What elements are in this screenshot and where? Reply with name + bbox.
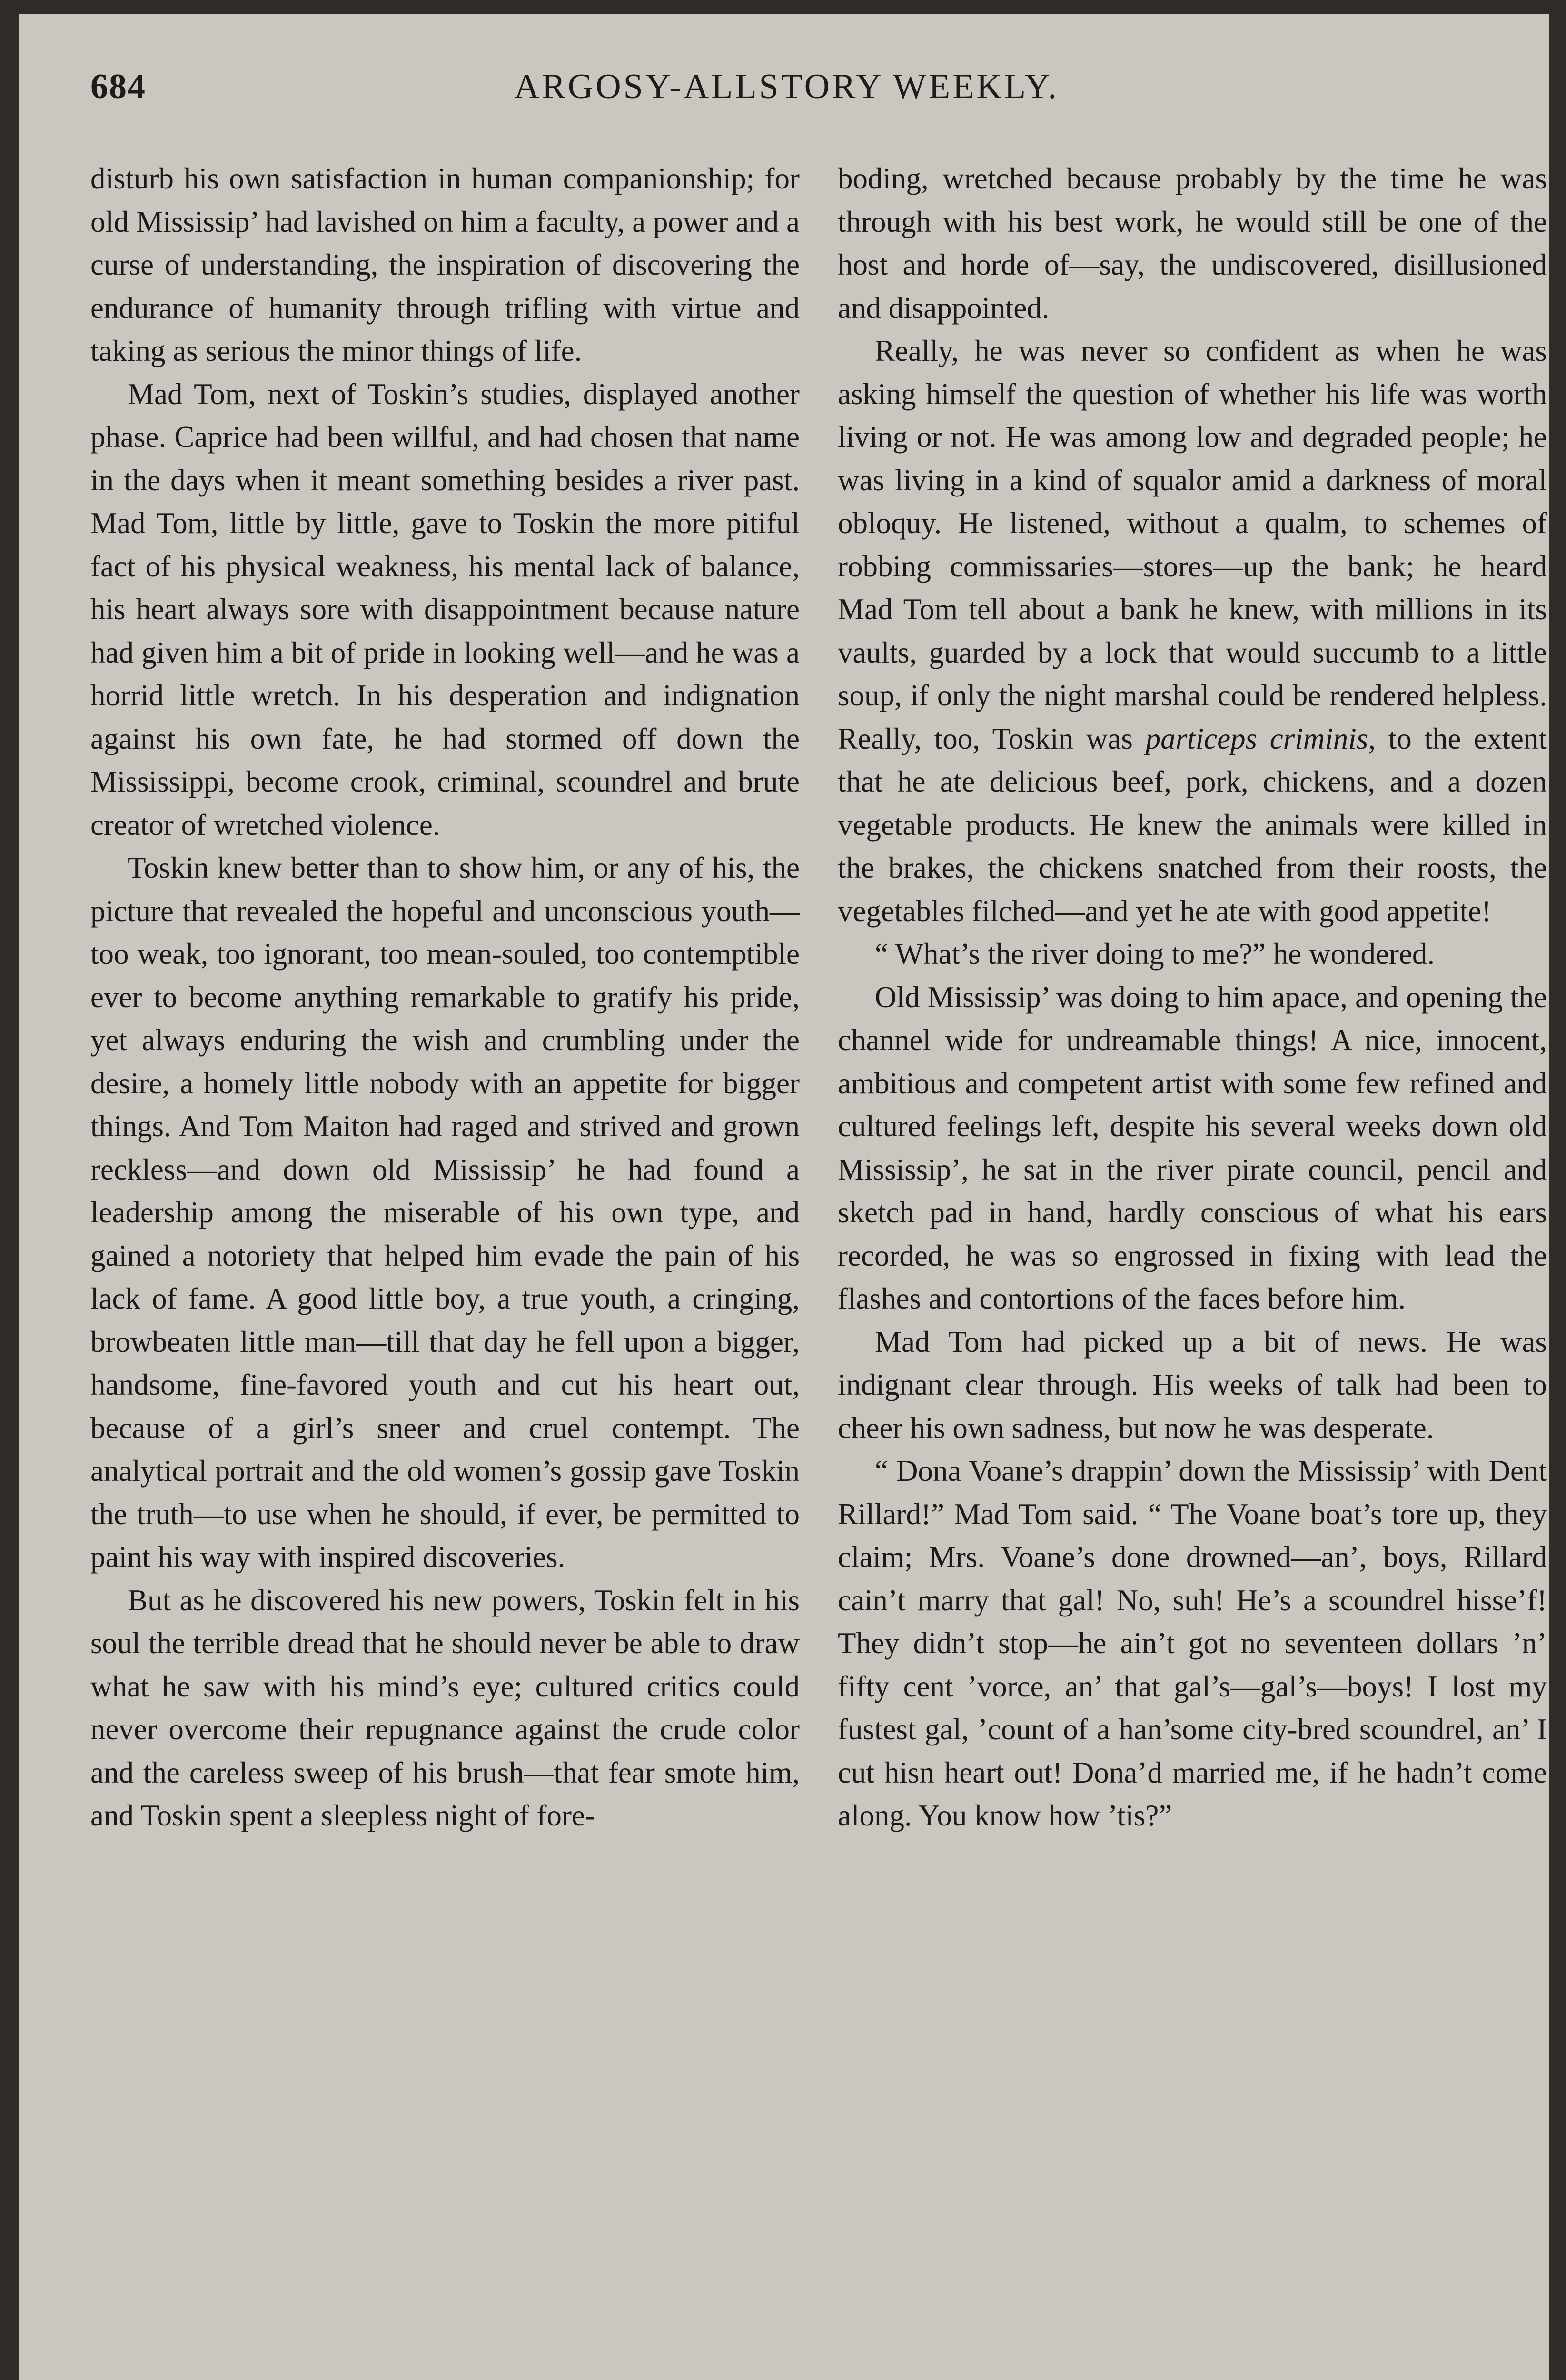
paragraph: Toskin knew better than to show him, or any of his, the picture that revealed the hopeful and unconscious youth—too weak, too ignorant, too mean-souled, too contemptible ever to become anything remarkable to gratify his pride, yet always enduring the wish and crumbling under the desire, a homely little nobody with an appetite for bigger things. And Tom Maiton had raged and strived and grown reckless—and down old Mississip’ he had found a leadership among the miserable of his own type, and gained a notoriety that helped him evade the pain of his lack of fame. A good little boy, a true youth, a cringing, browbeaten little man—till that day he fell upon a bigger, handsome, fine-favored youth and cut his heart out, because of a girl’s sneer and cruel contempt. The analytical portrait and the old women’s gossip gave Toskin the truth—to use when he should, if ever, be permitted to paint his way with inspired discoveries. (90, 851, 800, 1574)
right-column (838, 157, 1547, 2380)
latin-phrase: particeps criminis, (1145, 722, 1376, 755)
paragraph-text: to the extent that he ate delicious beef, pork, chickens, and a dozen vegetable products. He knew the animals were killed in the brakes, the chickens snatched from their roosts, the vegetables filched—and yet he ate with good appetite! (838, 722, 1547, 928)
paragraph: Mad Tom had picked up a bit of news. He was indignant clear through. His weeks of talk had been to cheer his own sadness, but now he was desperate. (838, 1325, 1547, 1445)
running-head (19, 67, 1549, 124)
page-number: 684 (90, 67, 146, 106)
paragraph: “ Dona Voane’s drappin’ down the Mississip’ with Dent Rillard!” Mad Tom said. “ The Voane boat’s tore up, they claim; Mrs. Voane’s done drowned—an’, boys, Rillard cain’t marry that gal! No, suh! He’s a scoundrel hisse’f! They didn’t stop—he ain’t got no seventeen dollars ’n’ fifty cent ’vorce, an’ that gal’s—gal’s—boys! I lost my fustest gal, ’count of a han’some city-bred scoundrel, an’ I cut hisn heart out! Dona’d married me, if he hadn’t come along. You know how ’tis?” (838, 1454, 1547, 1832)
paragraph: boding, wretched because probably by the time he was through with his best work, he would still be one of the host and horde of—say, the undiscovered, disillusioned and disappointed. (838, 162, 1547, 325)
paragraph (838, 329, 1547, 932)
magazine-page (19, 14, 1549, 2380)
paragraph-text: Really, he was never so confident as when he was asking himself the question of whether his life was worth living or not. He was among low and degraded people; he was living in a kind of squalor amid a darkness of moral obloquy. He listened, without a qualm, to schemes of robbing commissaries—stores—up the bank; he heard Mad Tom tell about a bank he knew, with millions in its vaults, guarded by a lock that would succumb to a little soup, if only the night marshal could be rendered helpless. Really, too, Toskin was (838, 334, 1547, 755)
paragraph: But as he discovered his new powers, Toskin felt in his soul the terrible dread that he should never be able to draw what he saw with his mind’s eye; cultured critics could never overcome their repugnance against the crude color and the careless sweep of his brush—that fear smote him, and Toskin spent a sleepless night of fore- (90, 1583, 800, 1832)
paragraph: disturb his own satisfaction in human companionship; for old Mississip’ had lavished on him a faculty, a power and a curse of understanding, the inspiration of discovering the endurance of humanity through trifling with virtue and taking as serious the minor things of life. (90, 162, 800, 367)
paragraph: Mad Tom, next of Toskin’s studies, displayed another phase. Caprice had been willful, and had chosen that name in the days when it meant something besides a river past. Mad Tom, little by little, gave to Toskin the more pitiful fact of his physical weakness, his mental lack of balance, his heart always sore with disappointment because nature had given him a bit of pride in looking well—and he was a horrid little wretch. In his desperation and indignation against his own fate, he had stormed off down the Mississippi, become crook, criminal, scoundrel and brute creator of wretched violence. (90, 377, 800, 842)
paragraph: Old Mississip’ was doing to him apace, and opening the channel wide for undreamable things! A nice, innocent, ambitious and competent artist with some few refined and cultured feelings left, despite his several weeks down old Mississip’, he sat in the river pirate council, pencil and sketch pad in hand, hardly conscious of what his ears recorded, he was so engrossed in fixing with lead the flashes and contortions of the faces before him. (838, 980, 1547, 1315)
magazine-title: ARGOSY-ALLSTORY WEEKLY. (514, 67, 1060, 106)
paragraph: “ What’s the river doing to me?” he wondered. (875, 937, 1435, 971)
left-column (90, 157, 800, 2380)
